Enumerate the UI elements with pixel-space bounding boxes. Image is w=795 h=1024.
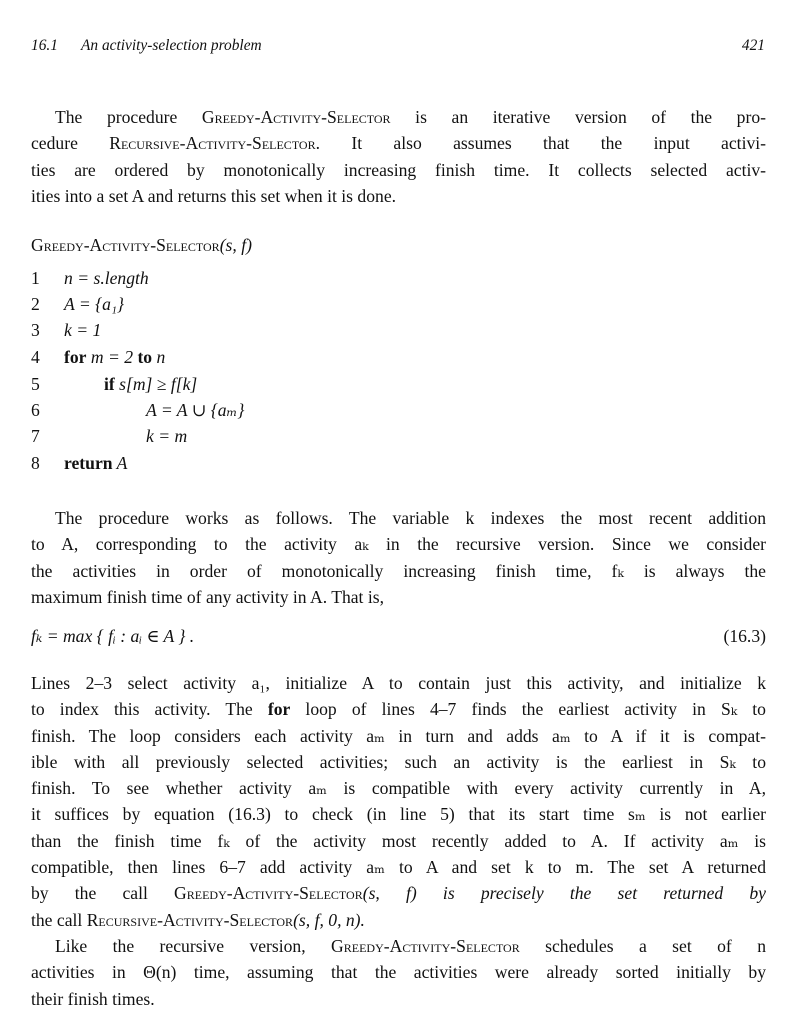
algorithm-line: 6 A = A ∪ {aₘ}	[31, 400, 245, 420]
running-header	[31, 37, 765, 59]
equation-expression: fₖ = max { fᵢ : aᵢ ∈ A } .	[31, 626, 195, 646]
text-line: to index this activity. The for loop of lines 4–7 finds the earliest activity in Sₖ to	[31, 699, 766, 720]
body-paragraph	[31, 670, 766, 933]
procedure-name: Greedy-Activity-Selector	[331, 936, 520, 956]
text-line: The procedure works as follows. The variable k indexes the most recent addition	[55, 508, 766, 528]
algorithm-title: Greedy-Activity-Selector(s, f)	[31, 235, 252, 255]
equation	[31, 626, 766, 652]
explanation-paragraph	[31, 505, 766, 610]
algorithm-line: 5 if s[m] ≥ f[k]	[31, 374, 198, 394]
procedure-name: Recursive-Activity-Selector	[86, 909, 294, 930]
algorithm-line: 2 A = {a₁}	[31, 294, 125, 314]
algorithm-line: 3 k = 1	[31, 320, 102, 340]
text-line: Lines 2–3 select activity a₁, initialize A to contain just this activity, and initialize k	[31, 673, 766, 693]
text-line: activities in Θ(n) time, assuming that the activities were already sorted initially by	[31, 962, 766, 983]
text-line: compatible, then lines 6–7 add activity aₘ to A and set k to m. The set A returned	[31, 857, 766, 878]
text-line: by the call Greedy-Activity-Selector(s, f) is precisely the set returned by	[31, 883, 766, 904]
intro-paragraph	[31, 104, 766, 209]
algorithm-line: 7 k = m	[31, 426, 188, 446]
text-line: ties are ordered by monotonically increasing finish time. It collects selected activ-	[31, 159, 766, 180]
text-line: maximum finish time of any activity in A. That is,	[31, 586, 384, 607]
section-title: An activity-selection problem	[81, 37, 262, 54]
text-line: than the finish time fₖ of the activity most recently added to A. If activity aₘ is	[31, 830, 766, 851]
text-line: it suffices by equation (16.3) to check (in line 5) that its start time sₘ is not earlier	[31, 804, 766, 825]
algorithm-line: 1 n = s.length	[31, 268, 149, 288]
text-line: their finish times.	[31, 988, 155, 1009]
algorithm-line: 8 return A	[31, 453, 128, 473]
text-line: finish. The loop considers each activity aₘ in turn and adds aₘ to A if it is compat-	[31, 725, 766, 746]
text-line: finish. To see whether activity aₘ is compatible with every activity currently in A,	[31, 778, 766, 799]
text-line: ible with all previously selected activities; such an activity is the earliest in Sₖ to	[31, 751, 766, 772]
equation-number: (16.3)	[723, 626, 766, 646]
procedure-name: Greedy-Activity-Selector	[174, 883, 363, 904]
procedure-name: Greedy-Activity-Selector	[201, 107, 391, 127]
text-line: the activities in order of monotonically increasing finish time, fₖ is always the	[31, 560, 766, 581]
text-line: cedure Recursive-Activity-Selector. It also assumes that the input activi-	[31, 133, 766, 154]
keyword: for	[267, 699, 291, 720]
text-line: the call Recursive-Activity-Selector(s, f, 0, n).	[31, 909, 365, 930]
procedure-name: Recursive-Activity-Selector	[109, 133, 316, 154]
page-number: 421	[741, 37, 765, 54]
section-number: 16.1	[31, 37, 58, 54]
closing-paragraph	[31, 933, 766, 1012]
text-line: Like the recursive version, Greedy-Activity-Selector schedules a set of n	[55, 936, 766, 956]
algorithm-line: 4 for m = 2 to n	[31, 347, 166, 367]
text-line: to A, corresponding to the activity aₖ in the recursive version. Since we consider	[31, 534, 766, 555]
text-line: The procedure Greedy-Activity-Selector is an iterative version of the pro-	[55, 107, 766, 127]
text-line: ities into a set A and returns this set when it is done.	[31, 185, 397, 206]
